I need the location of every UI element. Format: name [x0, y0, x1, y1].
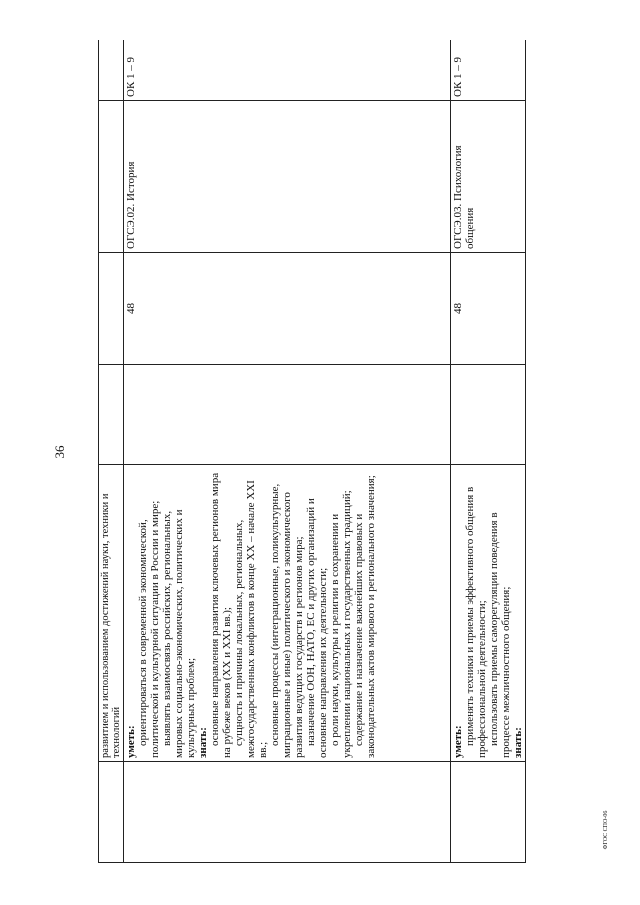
- skills-heading: уметь:: [452, 725, 464, 758]
- hours-cell-psychology: 48: [451, 253, 526, 365]
- hours-cell-history: 48: [124, 253, 451, 365]
- table-row-psychology: [451, 40, 526, 863]
- index-cell: [124, 762, 451, 863]
- competency-table-rotated: [98, 40, 526, 863]
- total-hours-cell: [99, 365, 124, 465]
- hours-cell: [99, 253, 124, 365]
- skill-item: применять техники и приемы эффективного общения в профессиональной деятельности;: [464, 486, 488, 758]
- competencies-cell: [99, 40, 124, 101]
- index-cell: [99, 762, 124, 863]
- knowledge-item: основные процессы (интеграционные, поликультурные, миграционные и иные) политического и экономического развития ведущих государств и регионов мира;: [269, 483, 305, 758]
- skill-item: выявлять взаимосвязь российских, региональных, мировых социально-экономических, политических и культурных проблем;: [161, 509, 197, 758]
- competencies-cell-psychology: ОК 1 – 9: [451, 40, 526, 101]
- total-hours-cell: [124, 365, 451, 465]
- discipline-cell: [99, 101, 124, 253]
- knowledge-heading: знать:: [512, 727, 524, 758]
- skill-item: ориентироваться в современной экономической, политической и культурной ситуации в России и мире;: [137, 500, 161, 758]
- table-row-continuation: [99, 40, 124, 863]
- knowledge-item: основные направления развития ключевых регионов мира на рубеже веков (XX и XXI вв.);: [209, 472, 233, 758]
- skill-item: использовать приемы саморегуляции поведения в процессе межличностного общения;: [488, 512, 512, 758]
- content-cell-psychology: [451, 465, 526, 762]
- knowledge-item: содержание и назначение важнейших правовых и законодательных актов мирового и регионального значения;: [353, 475, 377, 758]
- discipline-cell-history: ОГСЭ.02. История: [124, 101, 451, 253]
- discipline-cell-psychology: ОГСЭ.03. Психология общения: [451, 101, 526, 253]
- total-hours-cell: [451, 365, 526, 465]
- competency-table: [98, 40, 526, 863]
- content-cell-continuation: развитием и использованием достижений науки, техники и технологий: [99, 465, 124, 762]
- table-row-history: [124, 40, 451, 863]
- knowledge-item: о роли науки, культуры и религии в сохранении и укреплении национальных и государственных традиций;: [329, 490, 353, 758]
- index-cell: [451, 762, 526, 863]
- knowledge-heading: знать:: [197, 727, 209, 758]
- knowledge-item: сущность и причины локальных, региональных, межгосударственных конфликтов в конце XX – начале XXI вв.;: [233, 480, 269, 758]
- page-number: 36: [52, 445, 67, 459]
- skills-heading: уметь:: [125, 725, 137, 758]
- footer-code: ФГОС СПО-06: [603, 810, 609, 850]
- competencies-cell-history: ОК 1 – 9: [124, 40, 451, 101]
- knowledge-item: назначение ООН, НАТО, ЕС и других организаций и основные направления их деятельности;: [305, 498, 329, 758]
- competency-table-wrapper: [98, 40, 526, 863]
- content-cell-history: [124, 465, 451, 762]
